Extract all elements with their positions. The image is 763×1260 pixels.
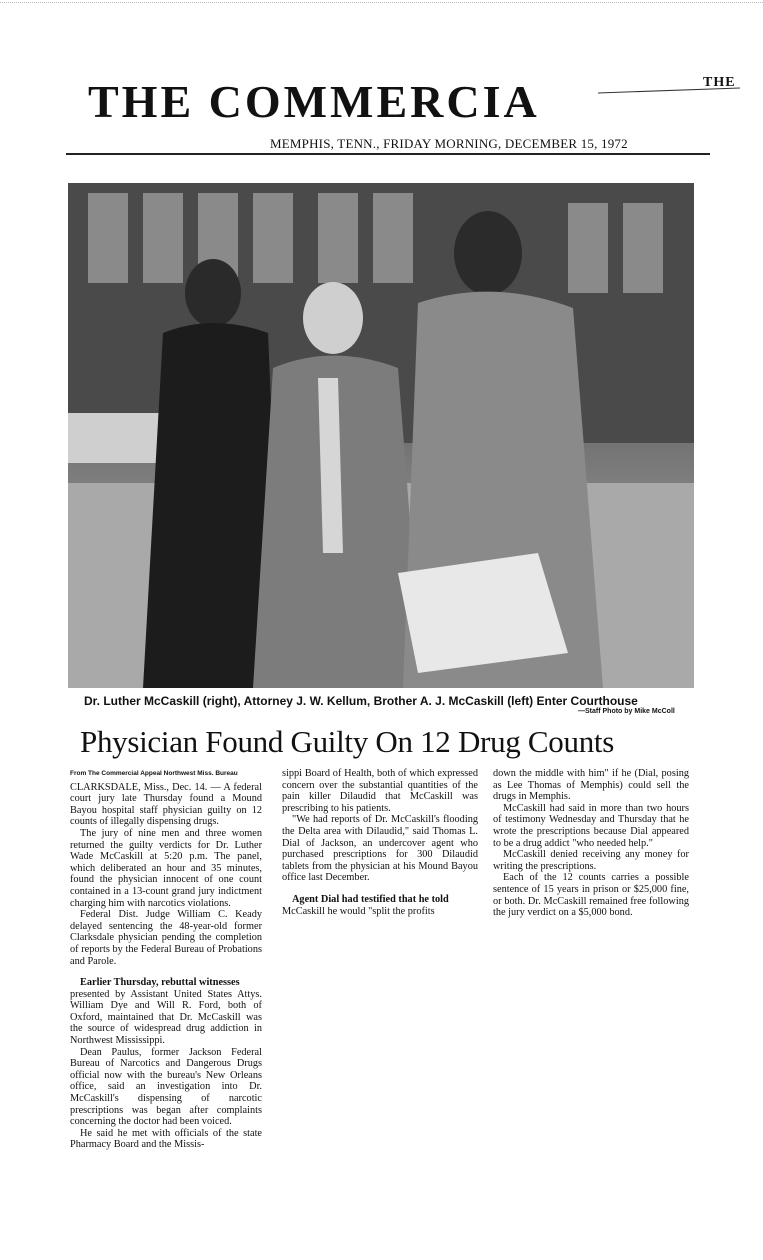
article-paragraph: Each of the 12 counts carries a possible sentence of 15 years in prison or $25,000 fine, or both. Dr. McCaskill remained free following the jury verdict on a $5,000 bond. (493, 872, 689, 919)
photo-credit: —Staff Photo by Mike McColl (578, 708, 675, 715)
article-subhead: Agent Dial had testified that he told (292, 893, 449, 905)
article-paragraph: sippi Board of Health, both of which expressed concern over the substantial quantities of the pain killer Dilaudid that McCaskill was prescribing to his patients. (282, 768, 478, 814)
article-paragraph: McCaskill denied receiving any money for writing the prescriptions. (493, 849, 689, 872)
article-headline: Physician Found Guilty On 12 Drug Counts (80, 724, 614, 759)
top-border (0, 2, 763, 3)
article-paragraph: CLARKSDALE, Miss., Dec. 14. — A federal court jury late Thursday found a Mound Bayou hospital staff physician guilty on 12 counts of illegally dispensing drugs. (70, 781, 262, 828)
article-paragraph: The jury of nine men and three women returned the guilty verdicts for Dr. Luther Wade McCaskill at 5:20 p.m. The panel, which deliberated an hour and 35 minutes, found the physician innocent of one count contained in a 13-count grand jury indictment charging him with narcotics violations. (70, 827, 262, 909)
article-paragraph: down the middle with him" if he (Dial, posing as Lee Thomas of Memphis) could sell the drugs in Memphis. (493, 768, 689, 803)
article-column-1 (70, 768, 262, 1151)
masthead-corner-word: THE (703, 75, 736, 90)
masthead-title: THE COMMERCIA (88, 76, 540, 127)
article-paragraph: presented by Assistant United States Attys. William Dye and Will R. Ford, both of Oxford, maintained that Dr. McCaskill was the source of widespread drug addiction in Northwest Mississippi. (70, 988, 262, 1047)
article-paragraph: McCaskill he would "split the profits (282, 905, 435, 917)
masthead-rule (66, 153, 710, 155)
photo-illustration (68, 183, 694, 688)
article-paragraph: He said he met with officials of the state Pharmacy Board and the Missis- (70, 1127, 262, 1151)
article-column-2 (282, 768, 478, 917)
dateline: MEMPHIS, TENN., FRIDAY MORNING, DECEMBER 15, 1972 (270, 136, 628, 151)
photo-caption: Dr. Luther McCaskill (right), Attorney J. W. Kellum, Brother A. J. McCaskill (left) Enter Courthouse (84, 694, 638, 708)
courthouse-photo (68, 183, 694, 688)
article-subhead: Earlier Thursday, rebuttal witnesses (80, 977, 240, 989)
article-paragraph: "We had reports of Dr. McCaskill's flooding the Delta area with Dilaudid," said Thomas L. Dial of Jackson, an undercover agent who purchased prescriptions for 300 Dilaudid tablets from the physician at his Mound Bayou office last December. (282, 814, 478, 884)
article-paragraph: Federal Dist. Judge William C. Keady delayed sentencing the 48-year-old former Clarksdale physician pending the completion of reports by the Federal Bureau of Probations and Parole. (70, 909, 262, 967)
article-paragraph: McCaskill had said in more than two hours of testimony Wednesday and Thursday that he wrote the prescriptions because Dial appeared to be a drug addict "who needed help." (493, 802, 689, 849)
article-paragraph: Dean Paulus, former Jackson Federal Bureau of Narcotics and Dangerous Drugs official now with the bureau's New Orleans office, said an investigation into Dr. McCaskill's dispensing of narcotic prescriptions was began after complaints concerning the doctor had been voiced. (70, 1046, 262, 1128)
article-column-3 (493, 768, 689, 919)
article-byline: From The Commercial Appeal Northwest Miss. Bureau (70, 770, 238, 777)
